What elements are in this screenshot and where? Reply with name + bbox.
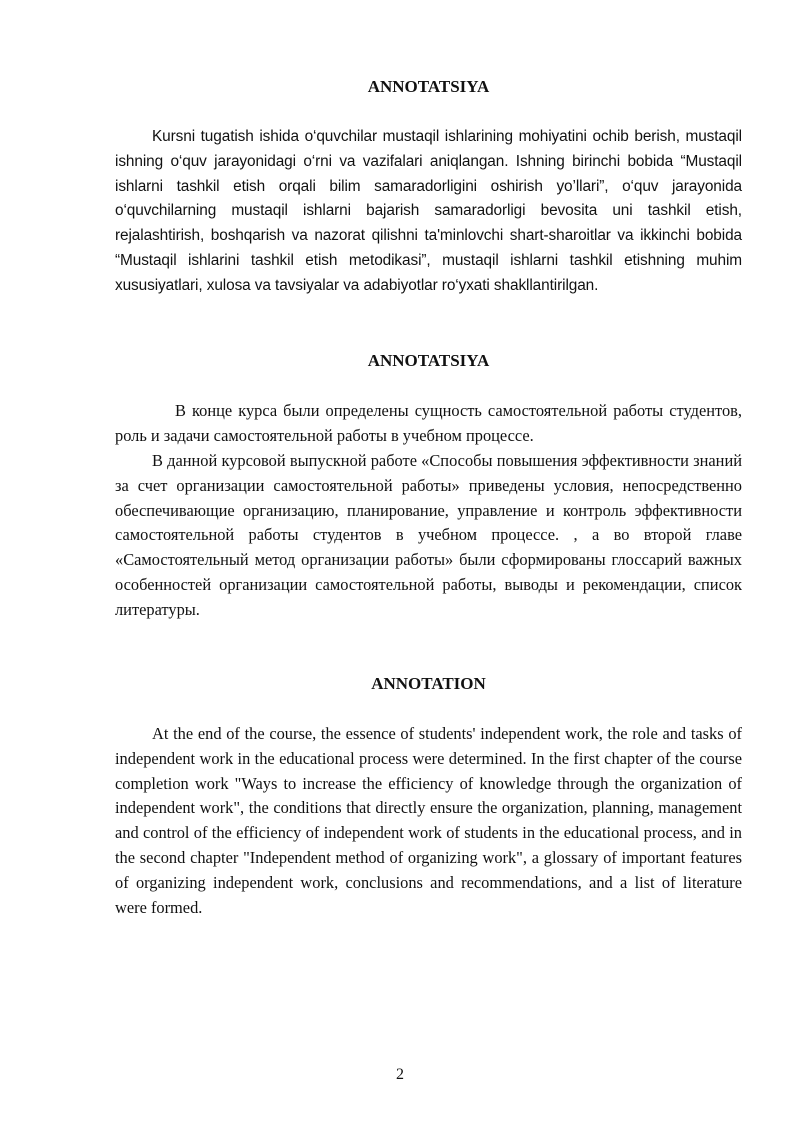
uzbek-annotation-paragraph: Kursni tugatish ishida o‘quvchilar mustaqil ishlarining mohiyatini ochib berish, mustaqil ishning o‘quv jarayonidagi o‘rni va vazifalari aniqlangan. Ishning birinchi bobida “Mustaqil ishlarni tashkil etish orqali bilim samaradorligini oshirish yo’llari”, o‘quv jarayonida o‘quvchilarning mustaqil ishlarni bajarish samaradorligi bevosita uni tashkil etish, rejalashtirish, boshqarish va nazorat qilishni ta'minlovchi shart-sharoitlar va ikkinchi bobida “Mustaqil ishlarini tashkil etish metodikasi”, mustaqil ishlarni tashkil etishning muhim xususiyatlari, xulosa va tavsiyalar va adabiyotlar ro‘yxati shakllantirilgan. <box>115 128 742 294</box>
uzbek-annotation-heading: ANNOTATSIYA <box>367 77 490 96</box>
page-number: 2 <box>396 1066 404 1083</box>
russian-annotation-heading: ANNOTATSIYA <box>367 351 490 370</box>
russian-annotation-paragraph-1: В конце курса были определены сущность самостоятельной работы студентов, роль и задачи самостоятельной работы в учебном процессе. <box>115 401 742 445</box>
russian-annotation-paragraph-2: В данной курсовой выпускной работе «Способы повышения эффективности знаний за счет организации самостоятельной работы» приведены условия, непосредственно обеспечивающие организацию, планирование, управление и контроль эффективности самостоятельной работы студентов в учебном процессе. , а во второй главе «Самостоятельный метод организации работы» были сформированы глоссарий важных особенностей организации самостоятельной работы, выводы и рекомендации, список литературы. <box>115 451 742 619</box>
english-annotation-heading: ANNOTATION <box>371 674 486 693</box>
english-annotation-paragraph: At the end of the course, the essence of students' independent work, the role and tasks of independent work in the educational process were determined. In the first chapter of the course completion work "Ways to increase the efficiency of knowledge through the organization of independent work", the conditions that directly ensure the organization, planning, management and control of the efficiency of independent work of students in the educational process, and in the second chapter "Independent method of organizing work", a glossary of important features of organizing independent work, conclusions and recommendations, and a list of literature were formed. <box>115 724 742 917</box>
